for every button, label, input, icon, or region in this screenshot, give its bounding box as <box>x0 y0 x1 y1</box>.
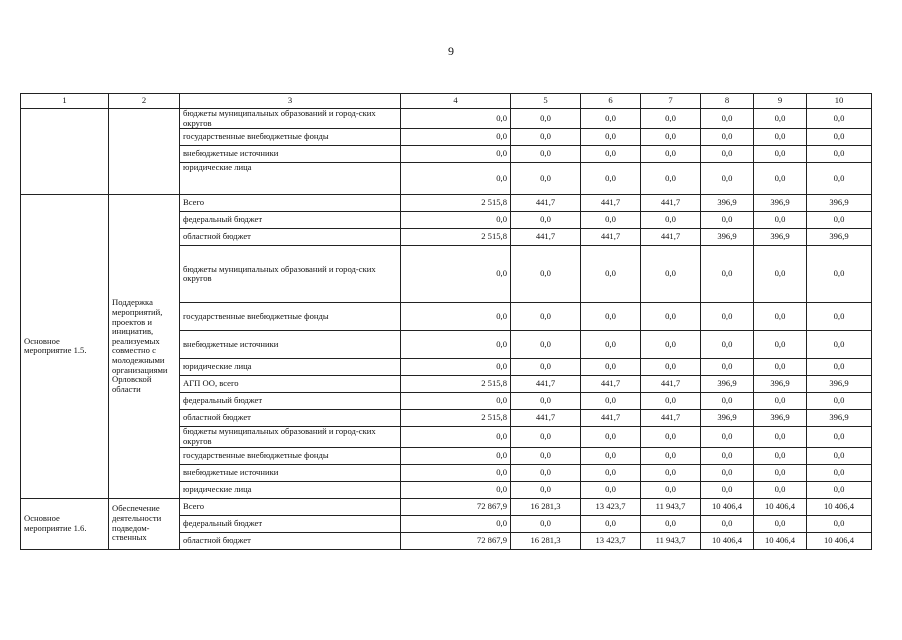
value-cell-col7: 441,7 <box>641 195 701 212</box>
value-cell-col9: 0,0 <box>754 303 807 331</box>
value-cell-col9: 396,9 <box>754 410 807 427</box>
value-cell-col10: 10 406,4 <box>807 532 872 549</box>
value-cell-col7: 0,0 <box>641 464 701 481</box>
value-cell-col4: 0,0 <box>401 163 511 195</box>
value-cell-col6: 0,0 <box>581 163 641 195</box>
value-cell-col9: 0,0 <box>754 464 807 481</box>
value-cell-col8: 0,0 <box>701 481 754 498</box>
value-cell-col4: 0,0 <box>401 393 511 410</box>
description-cell-blank <box>109 109 180 195</box>
value-cell-col5: 0,0 <box>511 212 581 229</box>
funding-source-cell: юридические лица <box>180 359 401 376</box>
value-cell-col4: 2 515,8 <box>401 195 511 212</box>
value-cell-col10: 0,0 <box>807 464 872 481</box>
value-cell-col6: 13 423,7 <box>581 498 641 515</box>
value-cell-col8: 10 406,4 <box>701 532 754 549</box>
column-header-10: 10 <box>807 94 872 109</box>
value-cell-col7: 0,0 <box>641 146 701 163</box>
budget-table <box>20 93 872 550</box>
value-cell-col4: 2 515,8 <box>401 410 511 427</box>
funding-source-cell: федеральный бюджет <box>180 515 401 532</box>
value-cell-col7: 11 943,7 <box>641 532 701 549</box>
value-cell-col10: 0,0 <box>807 163 872 195</box>
event-name-cell: Основное мероприятие 1.6. <box>21 498 109 549</box>
value-cell-col8: 0,0 <box>701 464 754 481</box>
column-header-5: 5 <box>511 94 581 109</box>
value-cell-col4: 0,0 <box>401 427 511 447</box>
value-cell-col8: 0,0 <box>701 246 754 303</box>
value-cell-col8: 0,0 <box>701 393 754 410</box>
value-cell-col8: 396,9 <box>701 195 754 212</box>
value-cell-col7: 0,0 <box>641 481 701 498</box>
funding-source-cell: внебюджетные источники <box>180 464 401 481</box>
value-cell-col9: 0,0 <box>754 515 807 532</box>
value-cell-col8: 0,0 <box>701 331 754 359</box>
value-cell-col10: 0,0 <box>807 427 872 447</box>
value-cell-col8: 0,0 <box>701 359 754 376</box>
value-cell-col10: 0,0 <box>807 129 872 146</box>
value-cell-col10: 0,0 <box>807 393 872 410</box>
value-cell-col4: 0,0 <box>401 146 511 163</box>
funding-source-cell: областной бюджет <box>180 229 401 246</box>
value-cell-col4: 0,0 <box>401 212 511 229</box>
value-cell-col9: 0,0 <box>754 129 807 146</box>
value-cell-col5: 441,7 <box>511 376 581 393</box>
value-cell-col9: 10 406,4 <box>754 498 807 515</box>
value-cell-col4: 0,0 <box>401 246 511 303</box>
event-name-cell: Основное мероприятие 1.5. <box>21 195 109 498</box>
value-cell-col5: 16 281,3 <box>511 532 581 549</box>
column-header-4: 4 <box>401 94 511 109</box>
value-cell-col5: 0,0 <box>511 129 581 146</box>
value-cell-col10: 0,0 <box>807 331 872 359</box>
value-cell-col4: 72 867,9 <box>401 532 511 549</box>
value-cell-col10: 396,9 <box>807 410 872 427</box>
table-row <box>21 498 872 515</box>
value-cell-col8: 0,0 <box>701 129 754 146</box>
value-cell-col6: 0,0 <box>581 146 641 163</box>
value-cell-col10: 396,9 <box>807 229 872 246</box>
funding-source-cell: федеральный бюджет <box>180 393 401 410</box>
value-cell-col7: 441,7 <box>641 410 701 427</box>
value-cell-col6: 0,0 <box>581 464 641 481</box>
value-cell-col9: 0,0 <box>754 331 807 359</box>
value-cell-col7: 0,0 <box>641 303 701 331</box>
funding-source-cell: внебюджетные источники <box>180 146 401 163</box>
value-cell-col4: 0,0 <box>401 464 511 481</box>
value-cell-col5: 0,0 <box>511 393 581 410</box>
value-cell-col9: 0,0 <box>754 246 807 303</box>
value-cell-col10: 0,0 <box>807 109 872 129</box>
value-cell-col8: 0,0 <box>701 303 754 331</box>
value-cell-col8: 396,9 <box>701 376 754 393</box>
column-header-7: 7 <box>641 94 701 109</box>
value-cell-col5: 0,0 <box>511 427 581 447</box>
funding-source-cell: бюджеты муниципальных образований и город-ских округов <box>180 427 401 447</box>
value-cell-col9: 0,0 <box>754 447 807 464</box>
value-cell-col7: 441,7 <box>641 376 701 393</box>
value-cell-col7: 0,0 <box>641 129 701 146</box>
value-cell-col5: 0,0 <box>511 331 581 359</box>
value-cell-col7: 0,0 <box>641 427 701 447</box>
value-cell-col10: 396,9 <box>807 195 872 212</box>
value-cell-col5: 0,0 <box>511 481 581 498</box>
value-cell-col8: 0,0 <box>701 447 754 464</box>
value-cell-col9: 0,0 <box>754 212 807 229</box>
value-cell-col8: 0,0 <box>701 212 754 229</box>
value-cell-col4: 0,0 <box>401 447 511 464</box>
value-cell-col5: 441,7 <box>511 195 581 212</box>
value-cell-col7: 0,0 <box>641 163 701 195</box>
value-cell-col6: 441,7 <box>581 195 641 212</box>
value-cell-col10: 0,0 <box>807 515 872 532</box>
funding-source-cell: государственные внебюджетные фонды <box>180 303 401 331</box>
value-cell-col6: 0,0 <box>581 427 641 447</box>
value-cell-col8: 396,9 <box>701 229 754 246</box>
value-cell-col5: 0,0 <box>511 146 581 163</box>
value-cell-col9: 0,0 <box>754 393 807 410</box>
value-cell-col7: 0,0 <box>641 447 701 464</box>
value-cell-col8: 10 406,4 <box>701 498 754 515</box>
page-number: 9 <box>448 44 454 58</box>
value-cell-col7: 0,0 <box>641 331 701 359</box>
value-cell-col7: 0,0 <box>641 515 701 532</box>
funding-source-cell: юридические лица <box>180 481 401 498</box>
value-cell-col5: 0,0 <box>511 464 581 481</box>
value-cell-col9: 10 406,4 <box>754 532 807 549</box>
value-cell-col6: 0,0 <box>581 515 641 532</box>
value-cell-col4: 0,0 <box>401 481 511 498</box>
value-cell-col8: 0,0 <box>701 109 754 129</box>
value-cell-col6: 0,0 <box>581 331 641 359</box>
value-cell-col4: 2 515,8 <box>401 229 511 246</box>
value-cell-col9: 396,9 <box>754 195 807 212</box>
value-cell-col8: 0,0 <box>701 515 754 532</box>
value-cell-col10: 0,0 <box>807 447 872 464</box>
table-row <box>21 195 872 212</box>
value-cell-col7: 0,0 <box>641 359 701 376</box>
funding-source-cell: АГП ОО, всего <box>180 376 401 393</box>
column-header-8: 8 <box>701 94 754 109</box>
value-cell-col6: 13 423,7 <box>581 532 641 549</box>
value-cell-col7: 0,0 <box>641 393 701 410</box>
value-cell-col5: 0,0 <box>511 447 581 464</box>
value-cell-col5: 0,0 <box>511 359 581 376</box>
funding-source-cell: бюджеты муниципальных образований и город-ских округов <box>180 246 401 303</box>
funding-source-cell: внебюджетные источники <box>180 331 401 359</box>
funding-source-cell: бюджеты муниципальных образований и город-ских округов <box>180 109 401 129</box>
value-cell-col9: 396,9 <box>754 376 807 393</box>
value-cell-col9: 0,0 <box>754 163 807 195</box>
funding-source-cell: Всего <box>180 195 401 212</box>
value-cell-col5: 0,0 <box>511 163 581 195</box>
column-header-9: 9 <box>754 94 807 109</box>
value-cell-col6: 0,0 <box>581 447 641 464</box>
value-cell-col6: 0,0 <box>581 212 641 229</box>
header-row <box>21 94 872 109</box>
value-cell-col4: 0,0 <box>401 109 511 129</box>
funding-source-cell: областной бюджет <box>180 410 401 427</box>
table-body <box>21 109 872 550</box>
value-cell-col4: 72 867,9 <box>401 498 511 515</box>
event-description-cell: Обеспечение деятельности подведом-ственных <box>109 498 180 549</box>
value-cell-col5: 0,0 <box>511 246 581 303</box>
value-cell-col9: 0,0 <box>754 427 807 447</box>
value-cell-col5: 441,7 <box>511 410 581 427</box>
value-cell-col9: 0,0 <box>754 359 807 376</box>
value-cell-col6: 0,0 <box>581 303 641 331</box>
column-header-6: 6 <box>581 94 641 109</box>
value-cell-col4: 0,0 <box>401 303 511 331</box>
value-cell-col4: 0,0 <box>401 515 511 532</box>
value-cell-col10: 0,0 <box>807 246 872 303</box>
value-cell-col5: 0,0 <box>511 109 581 129</box>
value-cell-col8: 396,9 <box>701 410 754 427</box>
funding-source-cell: юридические лица <box>180 163 401 195</box>
value-cell-col4: 2 515,8 <box>401 376 511 393</box>
event-cell-blank <box>21 109 109 195</box>
funding-source-cell: областной бюджет <box>180 532 401 549</box>
value-cell-col8: 0,0 <box>701 146 754 163</box>
value-cell-col5: 0,0 <box>511 303 581 331</box>
value-cell-col6: 441,7 <box>581 229 641 246</box>
value-cell-col10: 0,0 <box>807 146 872 163</box>
funding-source-cell: федеральный бюджет <box>180 212 401 229</box>
value-cell-col10: 396,9 <box>807 376 872 393</box>
funding-source-cell: государственные внебюджетные фонды <box>180 129 401 146</box>
column-header-3: 3 <box>180 94 401 109</box>
column-header-1: 1 <box>21 94 109 109</box>
value-cell-col10: 0,0 <box>807 212 872 229</box>
value-cell-col9: 0,0 <box>754 146 807 163</box>
value-cell-col8: 0,0 <box>701 427 754 447</box>
value-cell-col6: 0,0 <box>581 359 641 376</box>
value-cell-col7: 0,0 <box>641 109 701 129</box>
value-cell-col8: 0,0 <box>701 163 754 195</box>
table-row <box>21 109 872 129</box>
value-cell-col9: 396,9 <box>754 229 807 246</box>
value-cell-col5: 16 281,3 <box>511 498 581 515</box>
value-cell-col5: 0,0 <box>511 515 581 532</box>
value-cell-col7: 441,7 <box>641 229 701 246</box>
value-cell-col4: 0,0 <box>401 331 511 359</box>
value-cell-col6: 0,0 <box>581 246 641 303</box>
event-description-cell: Поддержка мероприятий, проектов и инициатив, реализуемых совместно с молодежными организациями Орловской области <box>109 195 180 498</box>
value-cell-col9: 0,0 <box>754 481 807 498</box>
value-cell-col6: 0,0 <box>581 109 641 129</box>
value-cell-col7: 0,0 <box>641 246 701 303</box>
funding-source-cell: государственные внебюджетные фонды <box>180 447 401 464</box>
value-cell-col10: 0,0 <box>807 359 872 376</box>
value-cell-col7: 0,0 <box>641 212 701 229</box>
value-cell-col10: 10 406,4 <box>807 498 872 515</box>
value-cell-col4: 0,0 <box>401 359 511 376</box>
funding-source-cell: Всего <box>180 498 401 515</box>
value-cell-col6: 0,0 <box>581 129 641 146</box>
value-cell-col5: 441,7 <box>511 229 581 246</box>
value-cell-col6: 441,7 <box>581 376 641 393</box>
value-cell-col7: 11 943,7 <box>641 498 701 515</box>
value-cell-col6: 441,7 <box>581 410 641 427</box>
value-cell-col4: 0,0 <box>401 129 511 146</box>
value-cell-col10: 0,0 <box>807 481 872 498</box>
column-header-2: 2 <box>109 94 180 109</box>
value-cell-col10: 0,0 <box>807 303 872 331</box>
value-cell-col9: 0,0 <box>754 109 807 129</box>
value-cell-col6: 0,0 <box>581 481 641 498</box>
value-cell-col6: 0,0 <box>581 393 641 410</box>
